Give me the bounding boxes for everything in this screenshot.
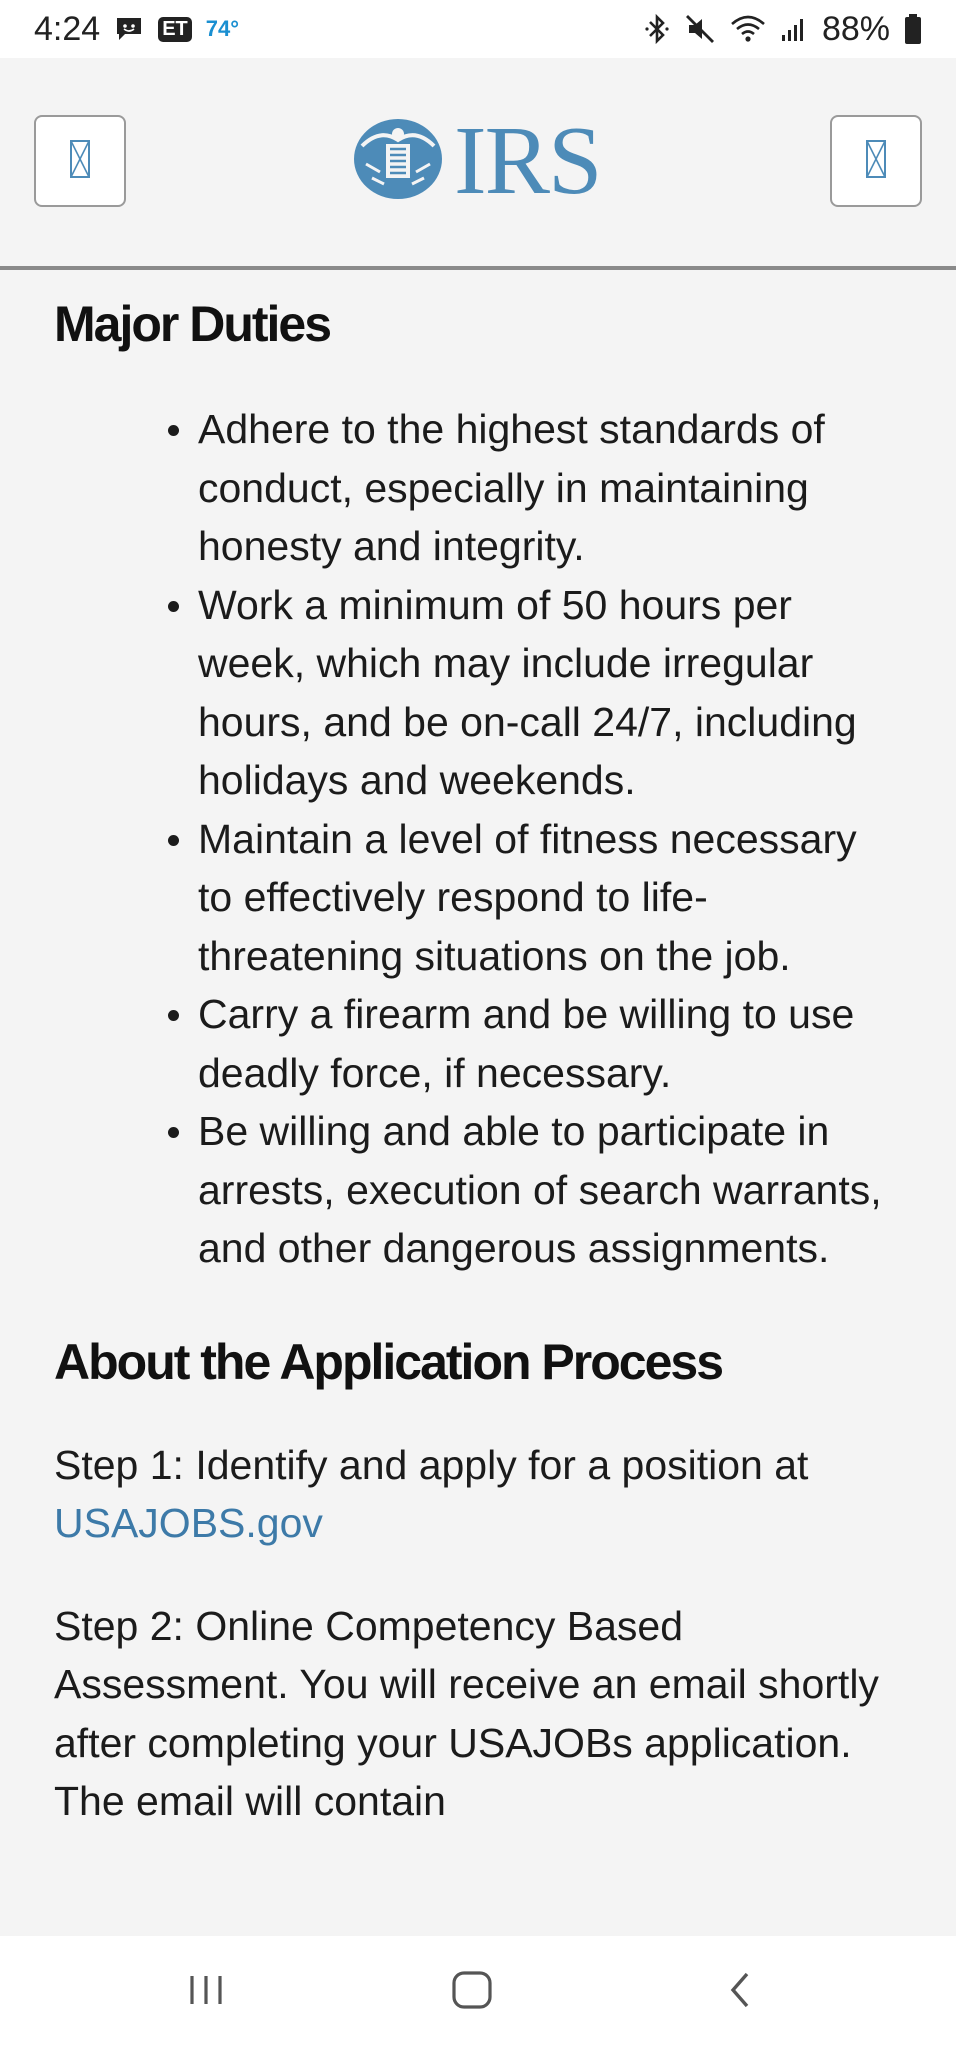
logo-text: IRS	[454, 107, 601, 215]
recent-apps-button[interactable]	[176, 1964, 236, 2020]
eagle-logo-icon	[352, 116, 444, 207]
step-1-text	[54, 1436, 902, 1553]
list-item: Be willing and able to participate in arrests, execution of search warrants, and other dangerous assignments.	[198, 1102, 902, 1278]
status-bar	[0, 0, 956, 58]
irs-logo[interactable]	[352, 107, 601, 215]
message-notification-icon	[114, 15, 144, 43]
bluetooth-icon	[644, 13, 670, 45]
main-content	[0, 274, 956, 1936]
list-item: Adhere to the highest standards of conduct, especially in maintaining honesty and integrity.	[198, 400, 902, 576]
back-icon	[725, 1970, 755, 2015]
signal-icon	[780, 15, 808, 43]
menu-button[interactable]	[34, 115, 126, 207]
battery-percent: 88%	[821, 9, 890, 48]
step-1-label: Step 1: Identify and apply for a position at	[54, 1441, 809, 1488]
home-icon	[450, 1970, 494, 2015]
status-time: 4:24	[34, 9, 101, 48]
usajobs-link[interactable]: USAJOBS.gov	[54, 1500, 323, 1546]
menu-icon	[69, 139, 91, 184]
search-icon	[865, 139, 887, 184]
list-item: Carry a firearm and be willing to use deadly force, if necessary.	[198, 985, 902, 1102]
step-2-text: Step 2: Online Competency Based Assessment. You will receive an email shortly after completing your USAJOBs application. The email will contain	[54, 1602, 879, 1824]
application-process-heading: About the Application Process	[54, 1333, 723, 1390]
home-button[interactable]	[442, 1964, 502, 2020]
mute-icon	[684, 13, 716, 45]
list-item: Maintain a level of fitness necessary to effectively respond to life-threatening situations on the job.	[198, 810, 902, 986]
weather-temperature: 74°	[205, 16, 240, 41]
recent-apps-icon	[186, 1972, 226, 2013]
navigation-bar	[0, 1936, 956, 2048]
wifi-icon	[730, 14, 766, 44]
site-header	[0, 58, 956, 270]
list-item: Work a minimum of 50 hours per week, which may include irregular hours, and be on-call 24/7, including holidays and weekends.	[198, 576, 902, 810]
battery-icon	[904, 13, 922, 45]
search-button[interactable]	[830, 115, 922, 207]
duties-list	[54, 400, 902, 1278]
major-duties-heading: Major Duties	[54, 296, 331, 352]
back-button[interactable]	[710, 1964, 770, 2020]
et-badge: ET	[158, 17, 192, 42]
